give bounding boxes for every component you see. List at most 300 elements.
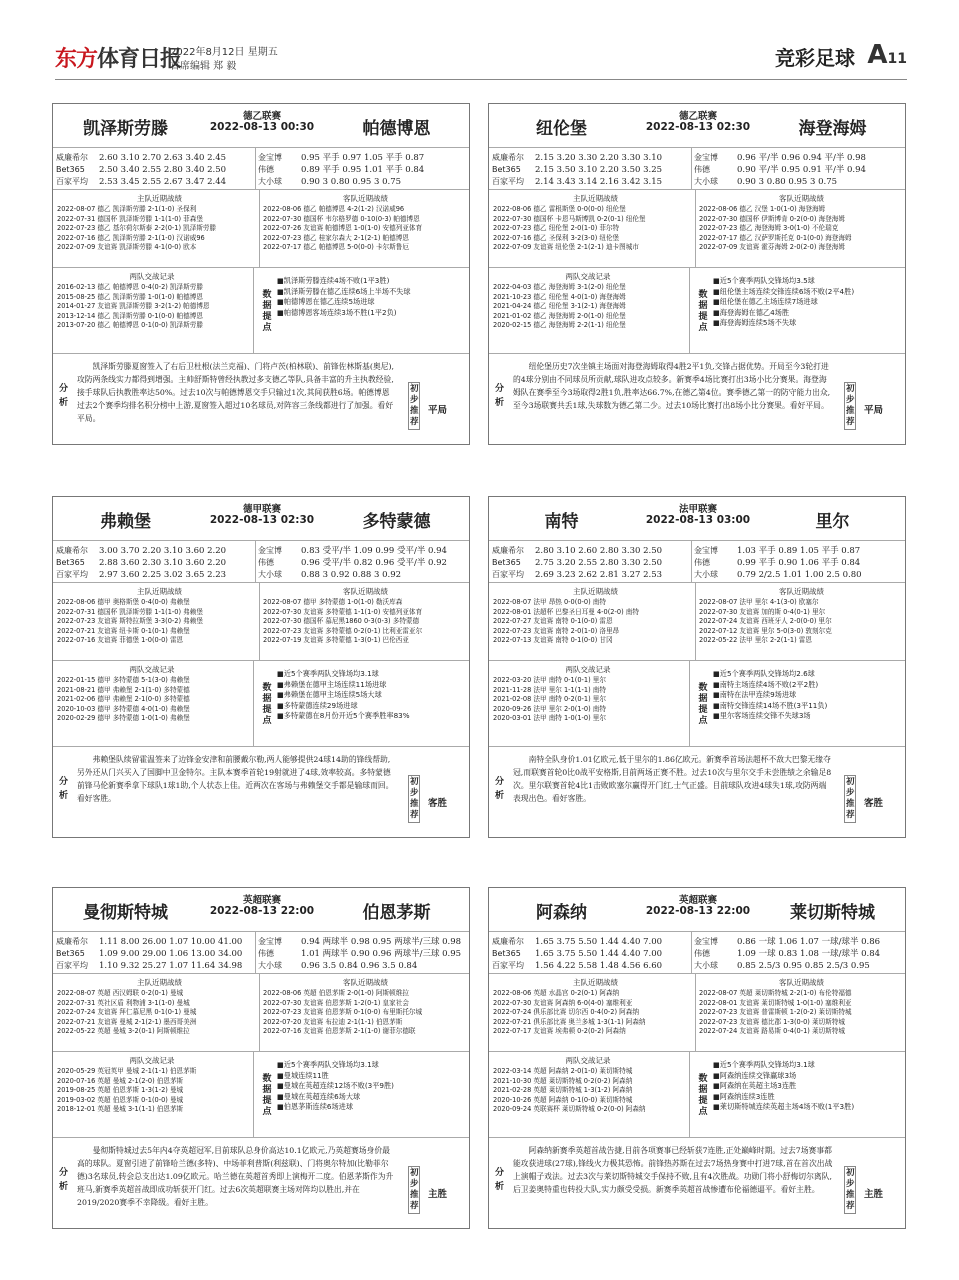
odds-source: 伟德 (694, 165, 710, 174)
kickoff-time: 2022-08-13 00:30 (209, 121, 315, 133)
section-title: 竞彩足球 (775, 46, 855, 70)
h2h-title: 两队交战记录 (129, 665, 175, 674)
h2h-line: 2022-04-03 德乙 海登海姆 3-1(2-0) 纽伦堡 (493, 283, 626, 291)
away-team: 多特蒙德 (362, 512, 431, 532)
odds-source: 威廉希尔 (56, 937, 88, 946)
home_rec-line: 2022-07-13 友谊赛 南特 0-1(0-0) 甘冈 (493, 636, 613, 644)
away_rec-line: 2022-08-07 英超 莱切斯特城 2-2(1-0) 布伦特福德 (699, 989, 852, 997)
recent-form (53, 190, 469, 268)
odds-source: 金宝博 (258, 153, 282, 162)
odds-row (694, 948, 904, 960)
match-card (52, 887, 470, 1229)
odds-values: 0.96 受平/半 0.82 0.96 受平/半 0.92 (301, 558, 447, 568)
odds-row (694, 164, 904, 176)
h2h-line: 2021-04-24 德乙 纽伦堡 3-1(2-1) 海登海姆 (493, 302, 626, 310)
points-line: ■莱切斯特城连续英超主场4场不败(1平3胜) (713, 1102, 855, 1111)
odds-row (56, 948, 251, 960)
recent-form (53, 583, 469, 661)
odds-values: 1.56 4.22 5.58 1.48 4.56 6.60 (535, 961, 663, 971)
analysis-tag: 分析 (495, 777, 505, 801)
home_rec-line: 2022-07-31 德国杯 凯泽斯劳滕 1-1(1-0) 弗赖堡 (57, 607, 203, 616)
h2h-line: 2013-12-14 德乙 凯泽斯劳滕 0-1(0-0) 帕德博恩 (57, 311, 203, 320)
odds-values: 2.15 3.20 3.30 2.20 3.30 3.10 (535, 153, 663, 163)
away_rec-line: 2022-07-12 友谊赛 里尔 5-0(3-0) 敦刻尔克 (699, 626, 832, 635)
odds-row (56, 545, 251, 557)
recent-form (489, 583, 905, 661)
odds-row (492, 545, 687, 557)
odds-source: 百家平均 (56, 177, 88, 186)
league-name: 英超联赛 (678, 895, 717, 906)
points-line: ■帕德博恩客场连续3场不胜(1平2负) (277, 307, 397, 317)
h2h-line: 2021-01-02 德乙 海登海姆 2-0(1-0) 纽伦堡 (493, 311, 626, 320)
h2h-line: 2020-09-24 英联赛杯 莱切斯特城 0-2(0-0) 阿森纳 (493, 1105, 646, 1113)
odds-row (258, 936, 468, 948)
odds-values: 1.10 9.32 25.27 1.07 11.64 34.98 (99, 961, 243, 971)
odds-row (694, 936, 904, 948)
away_rec-line: 2022-07-23 友谊赛 多特蒙德 0-2(0-1) 比利亚雷亚尔 (263, 626, 423, 635)
away-team: 里尔 (815, 512, 850, 532)
odds-row (694, 152, 904, 164)
away_rec-line: 2022-07-17 德乙 帕德博恩 5-0(0-0) 卡尔斯鲁厄 (263, 243, 409, 251)
recent-form (489, 974, 905, 1052)
odds-row (492, 948, 687, 960)
odds-right (694, 152, 904, 188)
home-recent (57, 586, 262, 646)
odds-source: 威廉希尔 (56, 546, 88, 555)
home_rec-line: 2022-07-23 友谊赛 南特 2-0(1-0) 洛里昂 (493, 626, 620, 635)
home_rec-line: 2022-08-06 英超 水晶宫 0-2(0-1) 阿森纳 (493, 989, 620, 997)
odds-row (56, 152, 251, 164)
away-recent (263, 977, 468, 1037)
points-line: ■凯泽斯劳滕在德乙连续6场上半场不失球 (277, 286, 411, 296)
away_rec-line: 2022-07-23 友谊赛 普雷斯顿 1-2(0-2) 莱切斯特城 (699, 1008, 852, 1016)
odds-row (492, 176, 687, 188)
analysis-text: 纽伦堡历史7次坐镇主场面对海登海姆取得4胜2平1负,交锋占据优势。开局至今3轮打进的4球分别由不同球员所贡献,球队进攻点较多。新赛季4场比赛打出3场小比分赛果。海登海姆队在赛季至今3场取得2胜1负,胜率达66.7%,在德乙第4位。赛季德乙第一的防守能力出众,至今3场联赛共丢1球,失球数为德乙第二少。过去10场比赛打出8场小比分赛果。看好平局。 (513, 362, 831, 410)
analysis-block (489, 1138, 905, 1228)
analysis-block (53, 354, 469, 444)
kickoff-time: 2022-08-13 22:00 (209, 905, 315, 917)
recommend-tag: 初步推荐 (844, 775, 856, 823)
h2h-line: 2020-07-16 英超 曼城 2-1(2-0) 伯恩茅斯 (57, 1076, 184, 1085)
analysis-text: 弗赖堡队续留霍温签来了边锋金安津和前腰戴尔勒,两人能够提供24球14助的锋线帮助,另外还从门兴买入了国脚中卫金特尔。主队本赛季首轮19射就进了4球,效率较高。多特蒙德前锋马伦新赛季拿下球队1球1助,个人状态上佳。近两次在客场与弗赖堡交手都是输球而回。看好客胜。 (77, 755, 394, 803)
points-tag: 数据提点 (262, 1074, 272, 1117)
recent-form (53, 974, 469, 1052)
h2h-line: 2020-05-29 英冠英甲 曼城 2-1(1-1) 伯恩茅斯 (57, 1067, 197, 1075)
home_rec-line: 2022-07-31 英社区盾 利物浦 3-1(1-0) 曼城 (57, 998, 190, 1007)
odds-values: 0.96 3.5 0.84 0.96 3.5 0.84 (301, 961, 418, 971)
odds-values: 2.97 3.60 2.25 3.02 3.65 2.23 (99, 570, 227, 580)
odds-source: 伟德 (694, 558, 710, 567)
odds-row (492, 152, 687, 164)
analysis-text: 曼彻斯特城过去5年内4夺英超冠军,目前球队总身价高达10.1亿欧元,乃英超赛场身价最高的球队。夏窗引进了前锋哈兰德(多特)、中场菲利普斯(利兹联)、门将奥尔特加(比勒菲尔德)3名球员,转会总支出达1.09亿欧元。哈兰德在英超首秀即上演梅开二度。伯恩茅斯作为升班马,新赛季英超首战即成功斩获开门红。过去6次英超联赛主场对阵均以胜出,并在2019/2020赛季不幸降级。看好主胜。 (77, 1146, 394, 1207)
odds-row (56, 569, 251, 581)
odds-left (492, 545, 687, 581)
odds-source: 金宝博 (694, 546, 718, 555)
home_rec-line: 2022-07-31 德国杯 凯泽斯劳滕 1-1(1-0) 菲森堡 (57, 214, 203, 223)
analysis-text: 阿森纳新赛季英超首战告捷,目前各项赛事已经斩获7连胜,正处巅峰时期。过去7场赛事都能攻获进球(27球),锋线火力极其恐怖。前锋热苏斯在过去7场热身赛中打进7球,首在首次出战上演帽子戏法。过去3次与莱切斯特城交手保持不败,且有4次胜战。功勋门将小舒梅切尔离队,后卫姜奥特重也转投大队,实力颇受受损。新赛季英超首战惨遭布伦福德逼平。看好主胜。 (513, 1146, 833, 1194)
home-recent-title: 主队近期战绩 (137, 194, 182, 203)
home-recent (57, 193, 262, 253)
points-tag: 数据提点 (698, 290, 708, 333)
away_rec-line: 2022-07-23 德乙 桂家尔森大 2-1(2-1) 帕德博恩 (263, 233, 409, 242)
points-line: ■曼城在英超连续12场不败(3平9胜) (277, 1081, 394, 1090)
odds-values: 2.75 3.20 2.55 2.80 3.30 2.50 (535, 558, 663, 568)
recommend-tag: 初步推荐 (844, 1166, 856, 1214)
odds-source: Bet365 (492, 949, 521, 958)
h2h-title: 两队交战记录 (565, 665, 611, 674)
home_rec-line: 2022-07-16 德乙 凯泽斯劳滕 2-1(1-0) 汉诺威96 (57, 233, 205, 242)
odds-source: Bet365 (56, 165, 85, 174)
points-line: ■近5个赛季两队交锋场均3.1球 (277, 669, 379, 678)
home_rec-line: 2022-07-27 友谊赛 南特 0-1(0-0) 雷恩 (493, 617, 613, 625)
away-recent-title: 客队近期战绩 (343, 194, 388, 203)
home_rec-line: 2022-07-30 德国杯 卡恩马斯博凯 0-2(0-1) 纽伦堡 (493, 214, 646, 223)
match-header (489, 888, 905, 932)
points-line: ■近5个赛季两队交锋场均3.1球 (713, 1060, 815, 1069)
home_rec-line: 2022-07-21 俱乐部比赛 奥兰多城 1-3(1-1) 阿森纳 (493, 1017, 646, 1026)
league-name: 德乙联赛 (242, 111, 281, 122)
odds-values: 1.65 3.75 5.50 1.44 4.40 7.00 (535, 949, 663, 959)
away_rec-line: 2022-08-07 法甲 里尔 4-1(3-0) 欧塞尔 (699, 598, 819, 606)
analysis-tag: 分析 (59, 1168, 69, 1192)
divider (253, 268, 254, 353)
odds-row (694, 545, 904, 557)
odds-right (258, 545, 468, 581)
odds-values: 0.83 受平/半 1.09 0.99 受平/半 0.94 (301, 546, 447, 556)
h2h-line: 2019-03-02 英超 伯恩茅斯 0-1(0-0) 曼城 (57, 1095, 184, 1104)
odds-values: 0.90 3 0.80 0.95 3 0.75 (301, 177, 402, 187)
league-name: 英超联赛 (242, 895, 281, 906)
away_rec-line: 2022-08-06 英超 伯恩茅斯 2-0(1-0) 阿斯顿维拉 (263, 989, 409, 997)
odds-row (492, 557, 687, 569)
points-tag: 数据提点 (698, 683, 708, 726)
h2h-line: 2020-10-03 德甲 多特蒙德 4-0(1-0) 弗赖堡 (57, 704, 190, 713)
odds-row (56, 557, 251, 569)
odds-source: 金宝博 (258, 937, 282, 946)
h2h-line: 2013-07-20 德乙 帕德博恩 0-1(0-0) 凯泽斯劳滕 (57, 321, 203, 329)
away-recent (699, 977, 904, 1037)
h2h-line: 2020-03-01 法甲 南特 1-0(1-0) 里尔 (493, 714, 606, 722)
away_rec-line: 2022-07-09 友谊赛 霍芬海姆 2-0(2-0) 海登海姆 (699, 243, 845, 251)
home_rec-line: 2022-08-06 德甲 奥格斯堡 0-4(0-0) 弗赖堡 (57, 598, 190, 606)
home-recent (493, 193, 698, 253)
away_rec-line: 2022-07-30 德国杯 慕尼黑1860 0-3(0-3) 多特蒙德 (263, 617, 420, 625)
odds-row (258, 557, 468, 569)
league-name: 德甲联赛 (242, 504, 281, 515)
odds-block (489, 148, 905, 190)
h2h-title: 两队交战记录 (565, 1056, 611, 1065)
recommend-tag: 初步推荐 (408, 382, 420, 430)
analysis-tag: 分析 (495, 384, 505, 408)
h2h-line: 2020-02-29 德甲 多特蒙德 1-0(1-0) 弗赖堡 (57, 714, 190, 722)
h2h-title: 两队交战记录 (129, 1056, 175, 1065)
odds-values: 0.89 平手 0.95 1.01 平手 0.84 (301, 165, 425, 175)
away_rec-line: 2022-07-20 友谊赛 布拉迪 2-1(1-1) 伯恩茅斯 (263, 1017, 403, 1026)
odds-source: 百家平均 (492, 177, 524, 186)
odds-values: 1.09 一球 0.83 1.08 一球/球半 0.84 (737, 949, 881, 959)
odds-source: 百家平均 (56, 570, 88, 579)
odds-values: 1.01 两球半 0.90 0.96 两球半/三球 0.95 (301, 949, 462, 959)
odds-right (694, 545, 904, 581)
h2h-line: 2021-11-28 法甲 里尔 1-1(1-1) 南特 (493, 685, 606, 694)
odds-source: 金宝博 (694, 153, 718, 162)
h2h-list (493, 664, 683, 724)
points-line: ■阿森纳连续3连胜 (713, 1091, 775, 1101)
away-team: 海登海姆 (798, 119, 867, 139)
divider (253, 661, 254, 746)
odds-source: 伟德 (258, 165, 274, 174)
points-line: ■近5个赛季两队交锋场均3.5球 (713, 276, 815, 285)
match-header (489, 497, 905, 541)
odds-source: 威廉希尔 (492, 546, 524, 555)
h2h-line: 2020-10-26 英超 阿森纳 0-1(0-0) 莱切斯特城 (493, 1095, 633, 1104)
recommend-result: 主胜 (428, 1189, 448, 1200)
divider (691, 148, 692, 189)
points-line: ■多特蒙德连续29场进球 (277, 700, 358, 710)
away_rec-line: 2022-07-26 友谊赛 帕德博恩 1-0(1-0) 安德列亚体育 (263, 224, 423, 232)
page-header (55, 42, 907, 78)
home-team: 弗赖堡 (100, 512, 151, 532)
home_rec-line: 2022-07-23 德乙 基尔荷尔斯泰 2-2(0-1) 凯泽斯劳滕 (57, 224, 217, 232)
home_rec-line: 2022-07-21 友谊赛 曼城 2-1(2-1) 墨西哥美洲 (57, 1017, 197, 1026)
divider (695, 974, 696, 1051)
points-line: ■凯泽斯劳滕连续4场不败(1平3胜) (277, 276, 390, 285)
odds-row (492, 936, 687, 948)
odds-block (489, 932, 905, 974)
points-line: ■近5个赛季两队交锋场均2.6球 (713, 669, 815, 678)
away_rec-line: 2022-07-30 友谊赛 多特蒙德 1-1(1-0) 安德列亚体育 (263, 607, 423, 616)
away-team: 帕德博恩 (362, 119, 431, 139)
home-team: 南特 (544, 512, 579, 532)
odds-left (492, 936, 687, 972)
h2h-line: 2021-10-23 德乙 纽伦堡 4-0(1-0) 海登海姆 (493, 292, 626, 301)
data-points (713, 669, 903, 722)
odds-values: 2.60 3.10 2.70 2.63 3.40 2.45 (99, 153, 227, 163)
home-recent-title: 主队近期战绩 (137, 978, 182, 987)
divider (259, 974, 260, 1051)
divider (691, 541, 692, 582)
odds-row (694, 960, 904, 972)
league-name: 德乙联赛 (678, 111, 717, 122)
odds-values: 0.88 3 0.92 0.88 3 0.92 (301, 570, 402, 580)
recommend-result: 客胜 (428, 798, 448, 809)
head-to-head (53, 661, 469, 747)
odds-values: 0.85 2.5/3 0.95 0.85 2.5/3 0.95 (737, 961, 870, 971)
divider (255, 541, 256, 582)
points-line: ■海登海姆连续5场不失球 (713, 318, 797, 327)
recommend-tag: 初步推荐 (408, 1166, 420, 1214)
points-line: ■南特主场连续4场不败(2平2胜) (713, 679, 819, 689)
h2h-line: 2022-03-14 英超 阿森纳 2-0(1-0) 莱切斯特城 (493, 1067, 633, 1075)
analysis-block (53, 747, 469, 837)
odds-values: 2.14 3.43 3.14 2.16 3.42 3.15 (535, 177, 663, 187)
odds-row (694, 569, 904, 581)
h2h-list (57, 1055, 247, 1115)
analysis-block (489, 354, 905, 444)
recent-form (489, 190, 905, 268)
odds-source: Bet365 (492, 165, 521, 174)
odds-values: 0.90 3 0.80 0.95 3 0.75 (737, 177, 838, 187)
odds-row (258, 948, 468, 960)
match-card (488, 887, 906, 1229)
match-header (489, 104, 905, 148)
away-recent (263, 193, 468, 253)
h2h-title: 两队交战记录 (565, 272, 611, 281)
odds-source: 百家平均 (56, 961, 88, 970)
analysis-text: 凯泽斯劳滕夏窗签入了右后卫杜根(法兰克福)、门将卢茨(柏林联)、前锋佐林斯基(奥尼),攻防两条线实力都得到增强。主帅舒斯特曾经执教过多支德乙等队,具备丰富的升主执教经验,接手球队后执教胜率达50%。过去10次与帕德博恩交手只输过1次,其间获胜6场。帕德博恩过去2个赛季均排名积分榜中上游,夏窗签入超过10名球员,对阵容三条线都进行了加强。看好平局。 (77, 362, 395, 423)
odds-values: 2.88 3.60 2.30 3.10 3.60 2.20 (99, 558, 227, 568)
divider (259, 583, 260, 660)
away_rec-line: 2022-07-30 德国杯 韦尔格罗德 0-10(0-3) 帕德博恩 (263, 214, 420, 223)
home-team: 纽伦堡 (536, 119, 587, 139)
odds-values: 2.69 3.23 2.62 2.81 3.27 2.53 (535, 570, 663, 580)
h2h-line: 2019-08-25 英超 伯恩茅斯 1-3(1-2) 曼城 (57, 1086, 184, 1094)
home-recent-title: 主队近期战绩 (573, 978, 618, 987)
odds-values: 1.11 8.00 26.00 1.07 10.00 41.00 (99, 937, 243, 947)
away-recent (263, 586, 468, 646)
match-header (53, 888, 469, 932)
away_rec-line: 2022-08-06 德乙 帕德博恩 4-2(1-2) 汉诺威96 (263, 205, 405, 213)
points-line: ■弗赖堡在德甲主场连续5场大球 (277, 690, 382, 699)
home_rec-line: 2022-07-23 德乙 纽伦堡 2-0(1-0) 菲尔特 (493, 224, 620, 232)
h2h-line: 2021-02-06 德甲 弗赖堡 2-1(0-0) 多特蒙德 (57, 695, 190, 703)
odds-source: 金宝博 (694, 937, 718, 946)
odds-values: 0.79 2/2.5 1.01 1.00 2.5 0.80 (737, 570, 862, 580)
odds-row (694, 176, 904, 188)
away-recent-title: 客队近期战绩 (779, 978, 824, 987)
divider (689, 268, 690, 353)
home-recent-title: 主队近期战绩 (573, 194, 618, 203)
head-to-head (53, 268, 469, 354)
odds-row (56, 164, 251, 176)
points-line: ■曼城在英超连续6场大球 (277, 1091, 361, 1101)
home_rec-line: 2022-05-22 英超 曼城 3-2(0-1) 阿斯顿维拉 (57, 1027, 190, 1035)
odds-values: 1.03 平手 0.89 1.05 平手 0.87 (737, 546, 861, 556)
divider (255, 932, 256, 973)
odds-source: 大小球 (258, 177, 282, 186)
h2h-line: 2018-12-01 英超 曼城 3-1(1-1) 伯恩茅斯 (57, 1105, 184, 1113)
away_rec-line: 2022-07-17 德乙 汉萨罗斯托克 0-1(0-0) 海登海姆 (699, 233, 852, 242)
home_rec-line: 2022-07-23 友谊赛 斯特拉斯堡 3-3(0-2) 弗赖堡 (57, 617, 203, 625)
home_rec-line: 2022-08-07 德乙 凯泽斯劳滕 2-1(1-0) 圣保利 (57, 205, 197, 213)
away-recent-title: 客队近期战绩 (779, 587, 824, 596)
odds-row (258, 152, 468, 164)
odds-left (492, 152, 687, 188)
odds-values: 0.96 平/半 0.96 0.94 平/半 0.98 (737, 153, 866, 163)
away_rec-line: 2022-07-23 德乙 海登海姆 3-0(1-0) 不伦瑞克 (699, 224, 839, 232)
odds-source: 威廉希尔 (492, 153, 524, 162)
odds-values: 0.95 平手 0.97 1.05 平手 0.87 (301, 153, 425, 163)
h2h-list (57, 664, 247, 724)
data-points (277, 1060, 467, 1113)
h2h-line: 2021-02-08 法甲 南特 0-2(0-1) 里尔 (493, 695, 606, 703)
home_rec-line: 2022-07-16 友谊赛 菲德堡 1-0(0-0) 雷恩 (57, 636, 184, 644)
kickoff-time: 2022-08-13 22:00 (645, 905, 751, 917)
home-recent (57, 977, 262, 1037)
home_rec-line: 2022-07-24 友谊赛 拜仁慕尼黑 0-1(0-1) 曼城 (57, 1008, 197, 1016)
h2h-line: 2022-03-20 法甲 南特 0-1(0-1) 里尔 (493, 676, 606, 684)
odds-right (258, 936, 468, 972)
away_rec-line: 2022-08-06 德乙 汉堡 1-0(1-0) 海登海姆 (699, 205, 826, 213)
head-to-head (489, 1052, 905, 1138)
home-recent-title: 主队近期战绩 (573, 587, 618, 596)
h2h-line: 2020-09-26 法甲 里尔 2-0(1-0) 南特 (493, 704, 606, 713)
recommend-result: 主胜 (864, 1189, 884, 1200)
home_rec-line: 2022-07-21 友谊赛 纽卡斯 0-1(0-1) 弗赖堡 (57, 626, 190, 635)
home_rec-line: 2022-08-07 法甲 昂热 0-0(0-0) 南特 (493, 598, 606, 606)
data-points (713, 1060, 903, 1113)
odds-source: Bet365 (56, 558, 85, 567)
points-line: ■南特在法甲连续9场进球 (713, 690, 797, 699)
divider (695, 190, 696, 267)
points-line: ■阿森纳在英超主场3连胜 (713, 1081, 797, 1090)
odds-right (694, 936, 904, 972)
match-card (488, 103, 906, 445)
odds-source: 伟德 (694, 949, 710, 958)
away-team: 莱切斯特城 (790, 903, 875, 923)
h2h-line: 2021-02-28 英超 莱切斯特城 1-3(1-2) 阿森纳 (493, 1086, 633, 1094)
points-line: ■阿森纳连续交锋赢球3场 (713, 1070, 797, 1080)
points-line: ■近5个赛季两队交锋场均3.1球 (277, 1060, 379, 1069)
odds-row (258, 164, 468, 176)
odds-block (53, 541, 469, 583)
odds-source: 金宝博 (258, 546, 282, 555)
divider (255, 148, 256, 189)
home_rec-line: 2022-07-30 友谊赛 阿森纳 6-0(4-0) 塞维利亚 (493, 998, 633, 1007)
home_rec-line: 2022-07-09 友谊赛 凯泽斯劳滕 4-1(0-0) 欧本 (57, 243, 197, 251)
odds-values: 2.53 3.45 2.55 2.67 3.47 2.44 (99, 177, 227, 187)
odds-row (694, 557, 904, 569)
away-recent (699, 586, 904, 646)
h2h-line: 2021-10-30 英超 莱切斯特城 0-2(0-2) 阿森纳 (493, 1076, 633, 1085)
odds-values: 0.99 平手 0.90 1.06 平手 0.84 (737, 558, 861, 568)
issue-info: 2022年8月12日 星期五 首席编辑 郑 毅 (170, 47, 278, 72)
away_rec-line: 2022-07-24 友谊赛 西班牙人 2-0(0-0) 里尔 (699, 617, 832, 625)
away_rec-line: 2022-07-16 友谊赛 伯恩茅斯 2-1(1-0) 谢菲尔德联 (263, 1027, 416, 1035)
away-recent-title: 客队近期战绩 (343, 587, 388, 596)
odds-values: 1.09 9.00 29.00 1.06 13.00 34.00 (99, 949, 243, 959)
odds-row (56, 936, 251, 948)
odds-values: 0.86 一球 1.06 1.07 一球/球半 0.86 (737, 937, 881, 947)
h2h-line: 2015-08-25 德乙 凯泽斯劳滕 1-0(1-0) 帕德博恩 (57, 292, 203, 301)
h2h-line: 2014-01-27 友谊赛 凯泽斯劳滕 3-2(1-2) 帕德博恩 (57, 302, 210, 310)
away_rec-line: 2022-08-01 友谊赛 莱切斯特城 1-0(1-0) 塞维利亚 (699, 998, 852, 1007)
away_rec-line: 2022-07-30 德国杯 伊斯博肯 0-2(0-0) 海登海姆 (699, 214, 845, 223)
home-team: 曼彻斯特城 (83, 903, 168, 923)
home_rec-line: 2022-07-17 友谊赛 埃弗顿 0-2(0-2) 阿森纳 (493, 1027, 626, 1035)
divider (689, 661, 690, 746)
points-line: ■帕德博恩在德乙连续5场进球 (277, 297, 375, 306)
h2h-list (493, 271, 683, 331)
odds-row (258, 569, 468, 581)
points-line: ■曼城连续11胜 (277, 1070, 329, 1080)
odds-block (53, 932, 469, 974)
home_rec-line: 2022-08-07 英超 西汉姆联 0-2(0-1) 曼城 (57, 989, 184, 997)
home_rec-line: 2022-07-09 友谊赛 纽伦堡 2-1(2-1) 迪卡图城市 (493, 243, 639, 251)
divider (689, 1052, 690, 1137)
data-points (277, 669, 467, 722)
odds-source: 威廉希尔 (56, 153, 88, 162)
divider (259, 190, 260, 267)
odds-row (56, 960, 251, 972)
odds-row (258, 176, 468, 188)
recommend-tag: 初步推荐 (408, 775, 420, 823)
odds-values: 2.80 3.10 2.60 2.80 3.30 2.50 (535, 546, 663, 556)
odds-source: 大小球 (694, 570, 718, 579)
analysis-tag: 分析 (59, 777, 69, 801)
odds-row (492, 569, 687, 581)
odds-values: 0.90 平/半 0.95 0.91 平/半 0.94 (737, 165, 866, 175)
